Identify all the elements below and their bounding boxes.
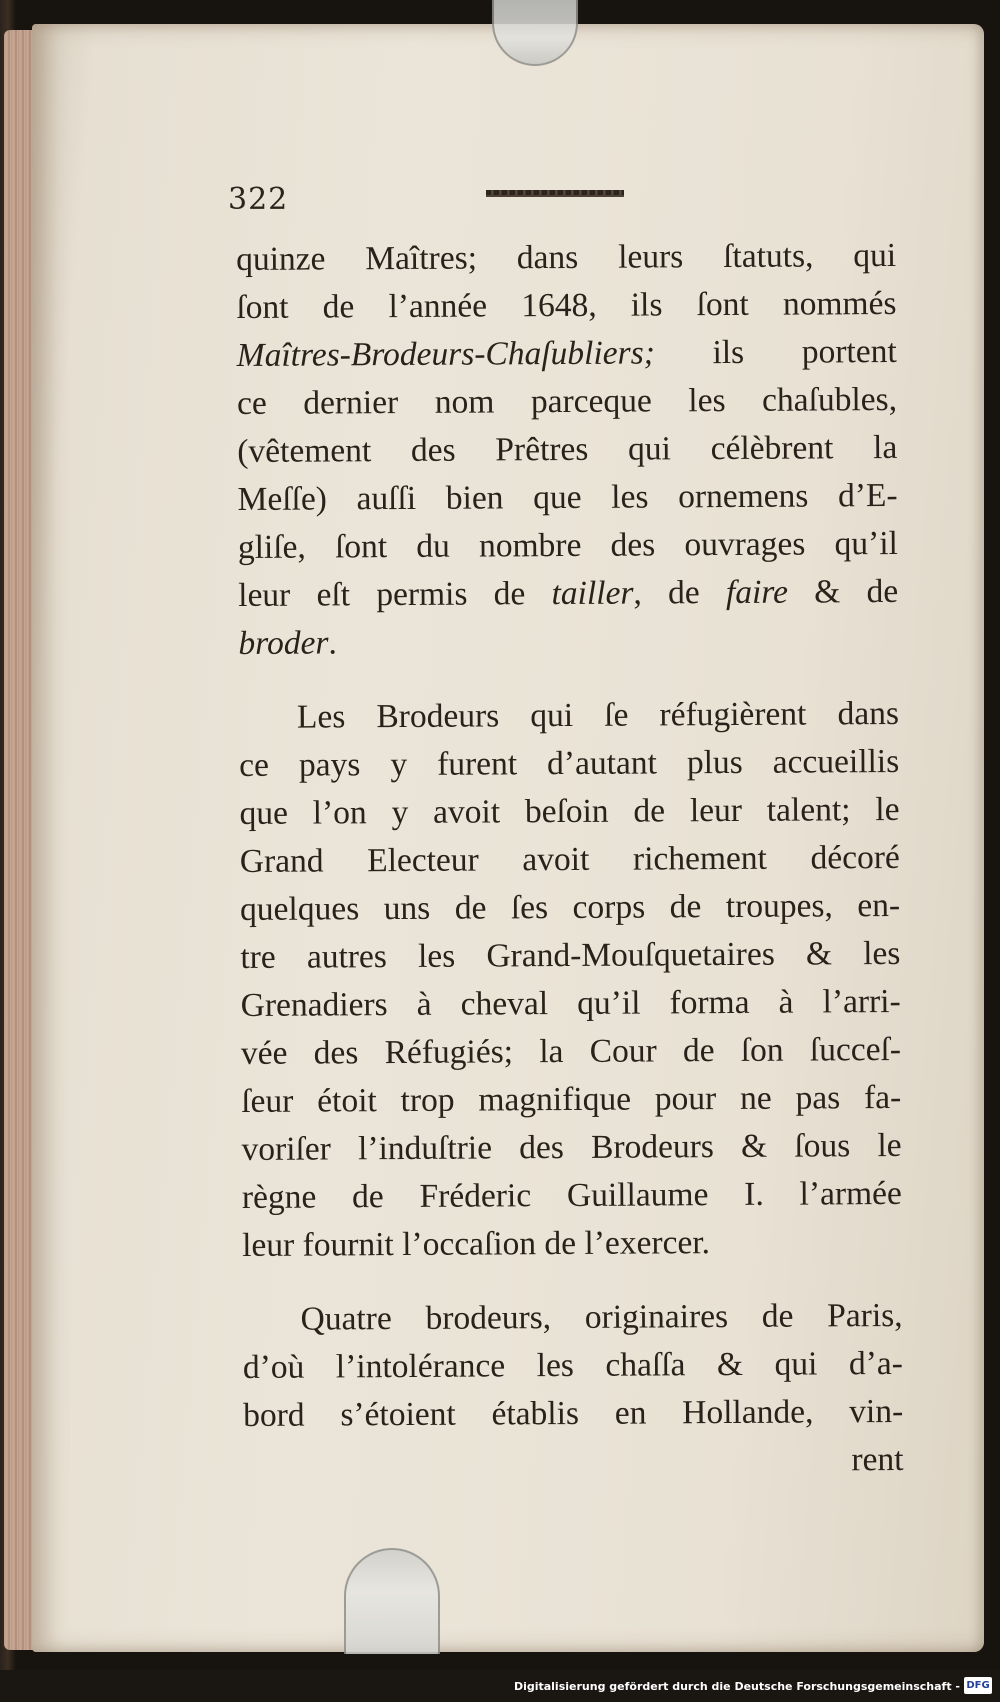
page-number: 322 <box>228 182 289 217</box>
catchword: rent <box>851 1440 904 1479</box>
running-head <box>228 182 628 222</box>
text-line: quinze Maîtres; dans leurs ſtatuts, qui <box>236 236 897 278</box>
text-line: ce dernier nom parceque les chaſubles, <box>236 380 898 422</box>
body-text <box>236 232 904 1488</box>
text-line: Grand Electeur avoit richement décoré <box>239 838 900 880</box>
italic-term: faire <box>725 573 789 612</box>
italic-term: tailler <box>551 574 634 613</box>
text-line: Maîtres-Brodeurs-Chaſubliers; ils portent <box>236 332 897 374</box>
page-clip-bottom <box>344 1548 440 1654</box>
text-line: Les Brodeurs qui ſe réfugièrent dans <box>296 694 900 736</box>
ornamental-rule <box>486 190 624 197</box>
dfg-logo-icon: DFG <box>964 1677 992 1694</box>
text-line: (vêtement des Prêtres qui célèbrent la <box>237 428 898 470</box>
digitization-credit: Digitalisierung gefördert durch die Deutsche Forschungsgemeinschaft - <box>513 1680 960 1693</box>
text-line: ſeur étoit trop magnifique pour ne pas fa- <box>241 1078 902 1120</box>
text-line: voriſer l’induſtrie des Brodeurs & ſous le <box>241 1126 902 1168</box>
text-line: leur eſt permis de tailler, de faire & de <box>238 572 899 614</box>
text-line: quelques uns de ſes corps de troupes, en- <box>240 886 901 928</box>
text-line: que l’on y avoit beſoin de leur talent; le <box>239 790 900 832</box>
text-line: ce pays y furent d’autant plus accueillis <box>239 742 900 784</box>
text-line: Meſſe) auſſi bien que les ornemens d’E- <box>237 476 898 518</box>
text-line: tre autres les Grand-Mouſquetaires & les <box>240 934 901 976</box>
paragraph <box>239 690 903 1270</box>
text-line: broder. <box>238 624 337 662</box>
paragraph <box>242 1292 903 1440</box>
paragraph <box>236 232 899 668</box>
text-line: règne de Fréderic Guillaume I. l’armée <box>241 1174 902 1216</box>
text-line: d’où l’intolérance les chaſſa & qui d’a- <box>242 1344 904 1386</box>
text-line: vée des Réfugiés; la Cour de ſon ſucceſ- <box>240 1030 902 1072</box>
text-line: bord s’étoient établis en Hollande, vin- <box>243 1392 904 1434</box>
text-line: Grenadiers à cheval qu’il forma à l’arri- <box>240 982 901 1024</box>
italic-term: broder <box>238 624 329 662</box>
text-line: leur fournit l’occaſion de l’exercer. <box>242 1224 711 1264</box>
italic-term: Maîtres-Brodeurs-Chaſubliers; <box>236 334 655 374</box>
text-line: Quatre brodeurs, originaires de Paris, <box>300 1296 903 1338</box>
text-line: ſont de l’année 1648, ils ſont nommés <box>236 284 897 326</box>
text-line: gliſe, ſont du nombre des ouvrages qu’il <box>237 524 899 566</box>
